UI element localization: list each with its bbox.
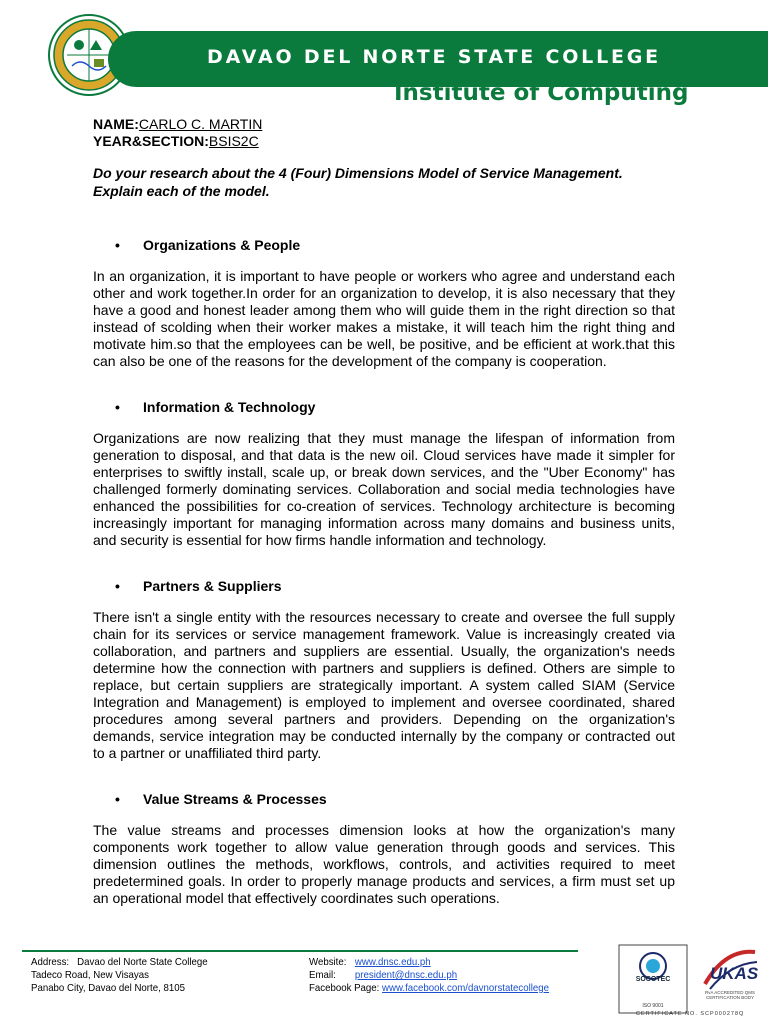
website-label: Website: [309, 956, 347, 968]
facebook-link[interactable]: www.facebook.com/davnorstatecollege [382, 982, 550, 994]
footer-contacts [309, 956, 549, 995]
name-value: CARLO C. MARTIN [138, 116, 263, 132]
assignment-question: Do your research about the 4 (Four) Dimensions Model of Service Management. Explain each of the model. [93, 165, 623, 199]
bullet-icon: • [115, 399, 120, 415]
section-value: BSIS2C [208, 133, 259, 149]
section-heading [93, 398, 675, 416]
address-line-2: Tadeco Road, New Visayas [31, 969, 149, 981]
bullet-icon: • [115, 791, 120, 807]
college-name: DAVAO DEL NORTE STATE COLLEGE [207, 46, 661, 68]
bullet-icon: • [115, 237, 120, 253]
section-paragraph: There isn't a single entity with the resources necessary to create and oversee the full supply chain for its services or service management framework. Value is increasingly created via collaboration, and partners and suppliers are essential. Usually, the organization's needs determine how the connection with partners and suppliers is defined. Others are simple to replace, but certain suppliers are strategically important. A system called SIAM (Service Integration and Management) is employed to implement and oversee coordinated, shared procedures among several partners and providers. Depending on the organization's demands, service integration may be conducted internally by the company or contracted out to a partner or unaffiliated third party. [93, 609, 675, 761]
student-name-line [93, 116, 675, 133]
section-heading [93, 577, 675, 595]
section-heading [93, 236, 675, 254]
facebook-label: Facebook Page: [309, 982, 380, 994]
cert-name: SOCOTEC [635, 976, 671, 983]
institute-name: Institute of Computing [394, 80, 689, 106]
section-paragraph: In an organization, it is important to have people or workers who agree and understand each other and work together.In order for an organization to develop, it is also necessary that they have a good and honest leader among them who will guide them in the right direction so that instead of scolding when their worker makes a mistake, it will teach him the right thing and motivate him.so that the employees can be well, be positive, and be efficient at work.that this can also be one of the reasons for the development of the company is cooperation. [93, 268, 675, 369]
section-heading-text: Information & Technology [143, 399, 316, 415]
footer-address [31, 956, 208, 995]
accreditation-caption: RvA ACCREDITED QMS CERTIFICATION BODY [704, 990, 755, 1000]
address-line-1: Davao del Norte State College [77, 956, 208, 968]
bullet-icon: • [115, 578, 120, 594]
footer-divider [22, 950, 578, 952]
section-heading-text: Organizations & People [143, 237, 301, 253]
section-paragraph: The value streams and processes dimension looks at how the organization's many components work together to allow value generation through goods and services. This dimension outlines the methods, workflows, controls, and activities required to meet predetermined goals. In order to properly manage products and services, a firm must set up an operational model that effectively coordinates such operations. [93, 822, 675, 906]
accreditation-mark: UKAS [710, 964, 759, 983]
section-heading-text: Value Streams & Processes [143, 791, 327, 807]
section-heading-text: Partners & Suppliers [143, 578, 282, 594]
section-label: YEAR&SECTION: [93, 133, 209, 149]
email-label: Email: [309, 969, 336, 981]
document-body [93, 116, 675, 907]
name-label: NAME: [93, 116, 139, 132]
address-label: Address: [31, 956, 70, 968]
certificate-number: CERTIFICATE NO. SCP000278Q [636, 1011, 745, 1017]
website-link[interactable]: www.dnsc.edu.ph [354, 956, 431, 968]
section-paragraph: Organizations are now realizing that they must manage the lifespan of information from generation to disposal, and that data is the new oil. Cloud services have made it simpler for enterprises to swiftly install, scale up, or break down services, and the "Uber Economy" has challenged formerly dominating services. Collaboration and social media technologies have enhanced the possibilities for co-creation of services. Technology architecture is becoming increasingly important for managing information across many domains and business units, and security is essential for how firms handle information and technology. [93, 430, 675, 548]
email-link[interactable]: president@dnsc.edu.ph [354, 969, 458, 981]
address-line-3: Panabo City, Davao del Norte, 8105 [31, 982, 185, 994]
section-heading [93, 790, 675, 808]
cert-standard: ISO 9001 [642, 1003, 664, 1009]
student-section-line [93, 133, 675, 150]
